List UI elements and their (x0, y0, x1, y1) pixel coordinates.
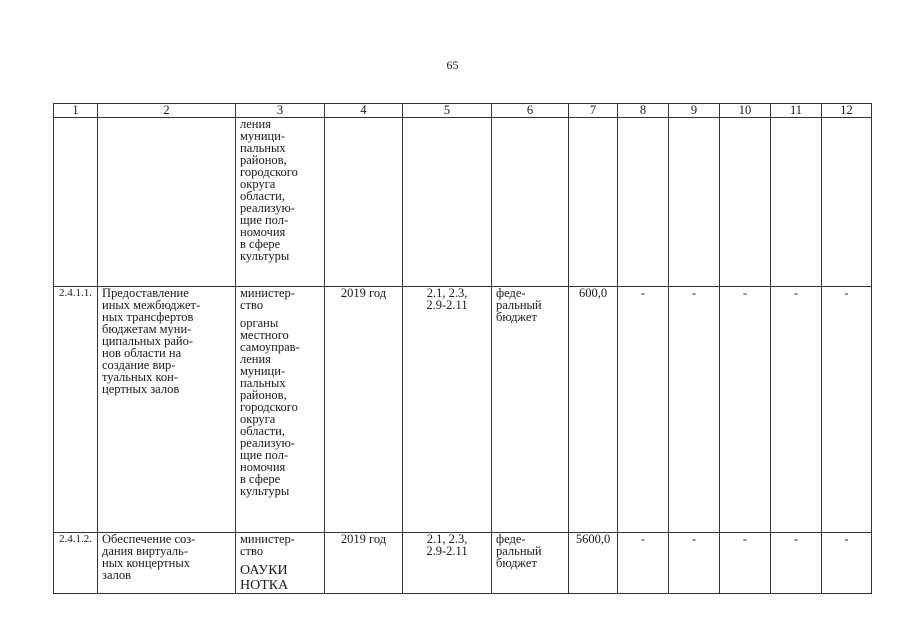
text-line: иных межбюджет- (102, 298, 201, 312)
cell-description (98, 533, 236, 594)
header-col-2: 2 (98, 104, 236, 118)
cell-c8 (618, 118, 669, 287)
text-line: 2.9-2.11 (426, 544, 468, 558)
text-line: номочия (240, 225, 286, 239)
text-line: ципальных райо- (102, 334, 194, 348)
page-number: 65 (446, 58, 459, 72)
cell-c10: - (720, 287, 771, 533)
cell-description (98, 287, 236, 533)
text-line: муници- (240, 129, 286, 143)
text-line: министер- (240, 532, 295, 546)
text-line: дания виртуаль- (102, 544, 188, 558)
table-row-continuation (54, 118, 872, 287)
cell-source (492, 533, 569, 594)
cell-source (492, 118, 569, 287)
text-line: бюджетам муни- (102, 322, 192, 336)
cell-number: 2.4.1.1. (54, 287, 98, 533)
text-line: щие пол- (240, 448, 289, 462)
cell-indicators (403, 533, 492, 594)
text-line: ления (240, 352, 271, 366)
text-line: городского (240, 400, 298, 414)
text-line: ство (240, 544, 264, 558)
cell-c7 (569, 118, 618, 287)
text-line: реализую- (240, 436, 295, 450)
cell-year: 2019 год (325, 287, 403, 533)
cell-number (54, 118, 98, 287)
cell-year: 2019 год (325, 533, 403, 594)
cell-indicators (403, 287, 492, 533)
text-line: Предоставление (102, 286, 189, 300)
text-line: министер- (240, 286, 295, 300)
text-line: пальных (240, 141, 286, 155)
text-line: бюджет (496, 310, 537, 324)
header-col-10: 10 (720, 104, 771, 118)
text-line: ления (240, 117, 271, 131)
text-line: культуры (240, 484, 290, 498)
text-line: Обеспечение соз- (102, 532, 196, 546)
header-row (54, 104, 872, 118)
text-line: округа (240, 177, 276, 191)
text-line: ОАУКИ (240, 563, 288, 578)
text-line: округа (240, 412, 276, 426)
cell-number: 2.4.1.2. (54, 533, 98, 594)
header-col-6: 6 (492, 104, 569, 118)
text-line: нов области на (102, 346, 182, 360)
text-line: залов (102, 568, 131, 582)
text-line: культуры (240, 249, 290, 263)
text-line: создание вир- (102, 358, 176, 372)
cell-executor (236, 287, 325, 533)
cell-c10: - (720, 533, 771, 594)
header-col-4: 4 (325, 104, 403, 118)
cell-executor (236, 533, 325, 594)
text-line: органы (240, 316, 279, 330)
text-line: 2.1, 2.3, (426, 286, 468, 300)
cell-c11: - (771, 533, 822, 594)
text-line: ных концертных (102, 556, 190, 570)
text-line: городского (240, 165, 298, 179)
header-col-1: 1 (54, 104, 98, 118)
text-line: реализую- (240, 201, 295, 215)
text-line: ральный (496, 544, 542, 558)
cell-c12 (822, 118, 872, 287)
header-col-12: 12 (822, 104, 872, 118)
text-line: пальных (240, 376, 286, 390)
text-line: цертных залов (102, 382, 180, 396)
header-col-3: 3 (236, 104, 325, 118)
cell-c7: 5600,0 (569, 533, 618, 594)
text-line: ных трансфертов (102, 310, 194, 324)
cell-c8: - (618, 287, 669, 533)
text-line: местного (240, 328, 289, 342)
text-line: области, (240, 424, 285, 438)
executor-local-authorities (240, 317, 320, 497)
text-line: ство (240, 298, 264, 312)
cell-c12: - (822, 533, 872, 594)
text-line: 2.9-2.11 (426, 298, 468, 312)
text-line: ральный (496, 298, 542, 312)
header-col-8: 8 (618, 104, 669, 118)
header-col-9: 9 (669, 104, 720, 118)
text-line: НОТКА (240, 578, 289, 593)
table-row (54, 533, 872, 594)
cell-indicators (403, 118, 492, 287)
executor-ministry (240, 287, 320, 311)
cell-c7: 600,0 (569, 287, 618, 533)
cell-description (98, 118, 236, 287)
header-col-5: 5 (403, 104, 492, 118)
text-line: районов, (240, 153, 287, 167)
cell-c9: - (669, 533, 720, 594)
table-row (54, 287, 872, 533)
cell-c10 (720, 118, 771, 287)
cell-c11 (771, 118, 822, 287)
cell-c11: - (771, 287, 822, 533)
cell-c9: - (669, 287, 720, 533)
cell-executor (236, 118, 325, 287)
text-line: бюджет (496, 556, 537, 570)
cell-source (492, 287, 569, 533)
text-line: щие пол- (240, 213, 289, 227)
text-line: туальных кон- (102, 370, 178, 384)
cell-c12: - (822, 287, 872, 533)
text-line: феде- (496, 286, 526, 300)
text-line: номочия (240, 460, 286, 474)
header-col-7: 7 (569, 104, 618, 118)
text-line: в сфере (240, 472, 281, 486)
header-col-11: 11 (771, 104, 822, 118)
text-line: области, (240, 189, 285, 203)
text-line: самоуправ- (240, 340, 300, 354)
text-line: муници- (240, 364, 286, 378)
text-line: 2.1, 2.3, (426, 532, 468, 546)
cell-year (325, 118, 403, 287)
executor-ministry (240, 533, 320, 557)
program-table (53, 103, 872, 594)
text-line: районов, (240, 388, 287, 402)
cell-c9 (669, 118, 720, 287)
text-line: в сфере (240, 237, 281, 251)
cell-c8: - (618, 533, 669, 594)
text-line: феде- (496, 532, 526, 546)
executor-organization (240, 563, 320, 593)
